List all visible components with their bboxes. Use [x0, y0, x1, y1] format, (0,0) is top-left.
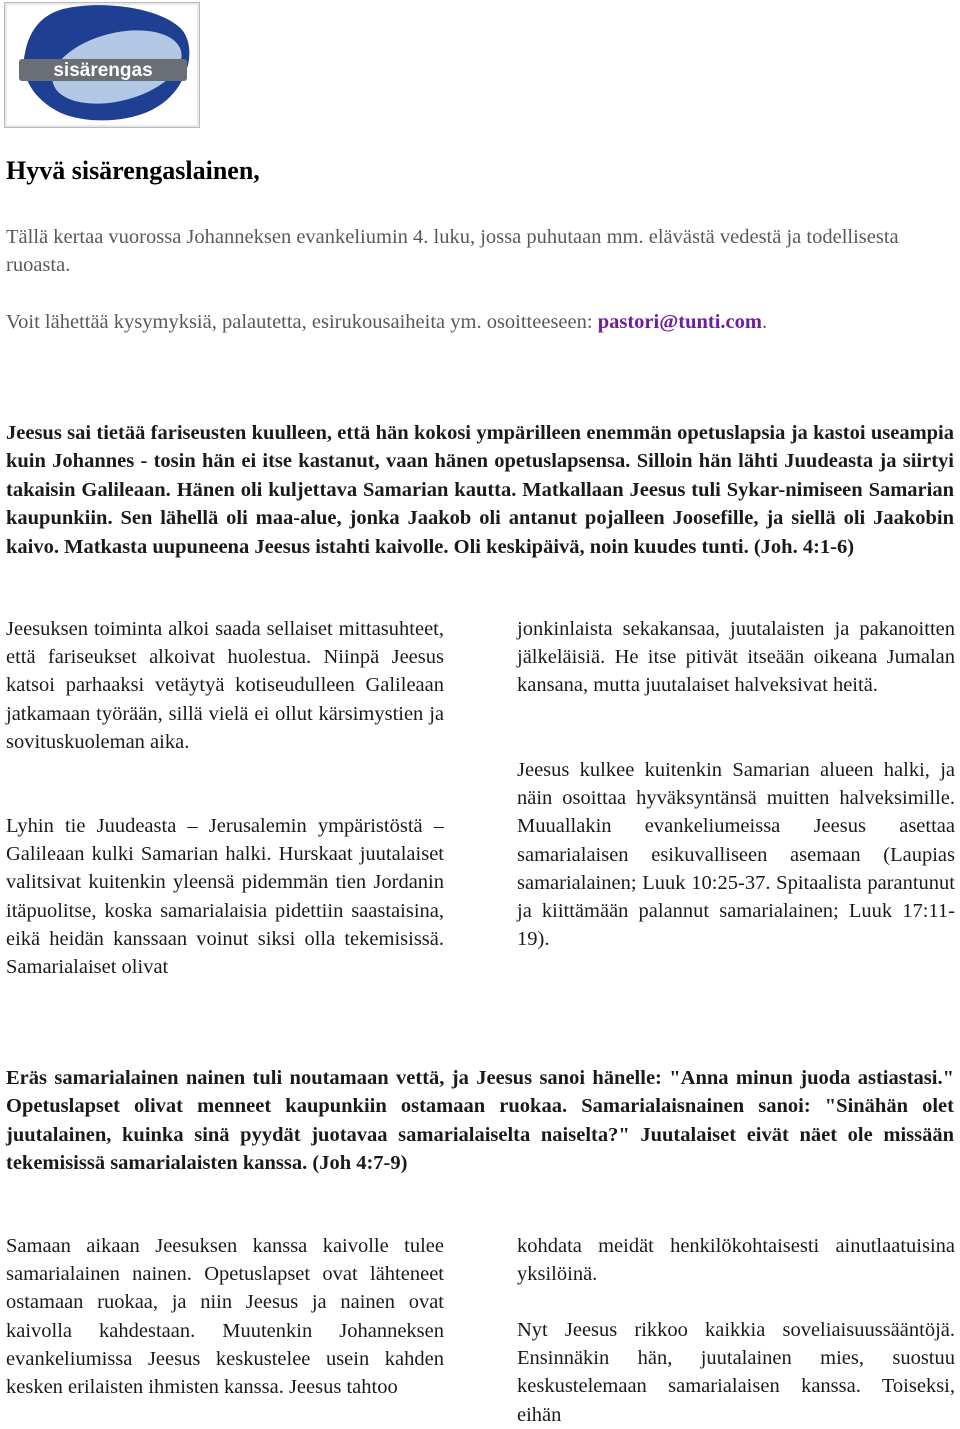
logo-text: sisärengas [53, 60, 153, 81]
scripture-passage-1: Jeesus sai tietää fariseusten kuulleen, että hän kokosi ympärilleen enemmän opetuslapsia ja kastoi useampia kuin Johannes - tosin hän ei itse kastanut, vaan hänen opetuslapsensa. Silloin hän lähti Juudeasta ja siirtyi takaisin Galileaan. Hänen oli kuljettava Samarian kautta. Matkallaan Jeesus tuli Sykar-nimiseen Samarian kaupunkiin. Sen lähellä oli maa-alue, jonka Jaakob oli antanut pojalleen Joosefille, ja siellä oli Jaakobin kaivo. Matkasta uupuneena Jeesus istahti kaivolle. Oli keskipäivä, noin kuudes tunti. (Joh. 4:1-6) [6, 422, 954, 558]
commentary-right-p2: Jeesus kulkee kuitenkin Samarian alueen halki, ja näin osoittaa hyväksyntänsä muitten halveksimille. Muuallakin evankeliumeissa Jeesus asettaa samarialaisen esikuvalliseen asemaan (Laupias samarialainen; Luuk 10:25-37. Spitaalista parantunut ja kiittämään palannut samarialainen; Luuk 17:11-19). [517, 759, 955, 951]
commentary2-right-p1: kohdata meidät henkilökohtaisesti ainutlaatuisina yksilöinä. [517, 1235, 955, 1286]
contact-paragraph [6, 308, 952, 336]
contact-prefix: Voit lähettää kysymyksiä, palautetta, esirukousaiheita ym. osoitteeseen: [6, 311, 593, 333]
commentary2-right-p2: Nyt Jeesus rikkoo kaikkia soveliaisuussääntöjä. Ensinnäkin hän, juutalainen mies, suostuu keskustelemaan samarialaisen kanssa. Toiseksi, eihän [517, 1319, 955, 1426]
contact-suffix: . [761, 311, 768, 333]
scripture-passage-2: Eräs samarialainen nainen tuli noutamaan vettä, ja Jeesus sanoi hänelle: "Anna minun juoda astiastasi." Opetuslapset olivat menneet kaupunkiin ostamaan ruokaa. Samarialaisnainen sanoi: "Sinähän olet juutalainen, kuinka sinä pyydät juotavaa samarialaiselta naiselta?" Juutalaiset eivät näet ole missään tekemisissä samarialaisten kanssa. (Joh 4:7-9) [6, 1067, 954, 1175]
sisarengas-logo [4, 2, 200, 128]
sisarengas-logo-icon [5, 3, 199, 127]
email-link[interactable]: pastori@tunti.com [597, 311, 762, 333]
commentary-right-p1: jonkinlaista sekakansaa, juutalaisten ja pakanoitten jälkeläisiä. He itse pitivät itseään oikeana Jumalan kansana, mutta juutalaiset halveksivat heitä. [517, 618, 955, 697]
commentary2-left-p1: Samaan aikaan Jeesuksen kanssa kaivolle tulee samarialainen nainen. Opetuslapset ovat lähteneet ostamaan ruokaa, ja niin Jeesus ja nainen ovat kaivolla kahdestaan. Muutenkin Johanneksen evankeliumissa Jeesus keskustelee usein kahden kesken erilaisten ihmisten kanssa. Jeesus tahtoo [6, 1235, 444, 1399]
commentary-left-p1: Jeesuksen toiminta alkoi saada sellaiset mittasuhteet, että fariseukset alkoivat huolestua. Niinpä Jeesus katsoi parhaaksi vetäytyä kotiseudulleen Galileaan jatkamaan työrään, sillä vielä ei ollut kärsimystien ja sovituskuoleman aika. [6, 618, 444, 753]
intro-paragraph: Tällä kertaa vuorossa Johanneksen evankeliumin 4. luku, jossa puhutaan mm. elävästä vedestä ja todellisesta ruoasta. [6, 226, 899, 276]
commentary-left-p2: Lyhin tie Juudeasta – Jerusalemin ympäristöstä – Galileaan kulki Samarian halki. Hurskaat juutalaiset valitsivat kuitenkin yleensä pidemmän tien Jordanin itäpuolitse, koska samarialaisia pidettiin saastaisina, eikä heidän kanssaan voinut siksi olla tekemisissä. Samarialaiset olivat [6, 815, 444, 979]
greeting-heading: Hyvä sisärengaslainen, [6, 156, 260, 185]
